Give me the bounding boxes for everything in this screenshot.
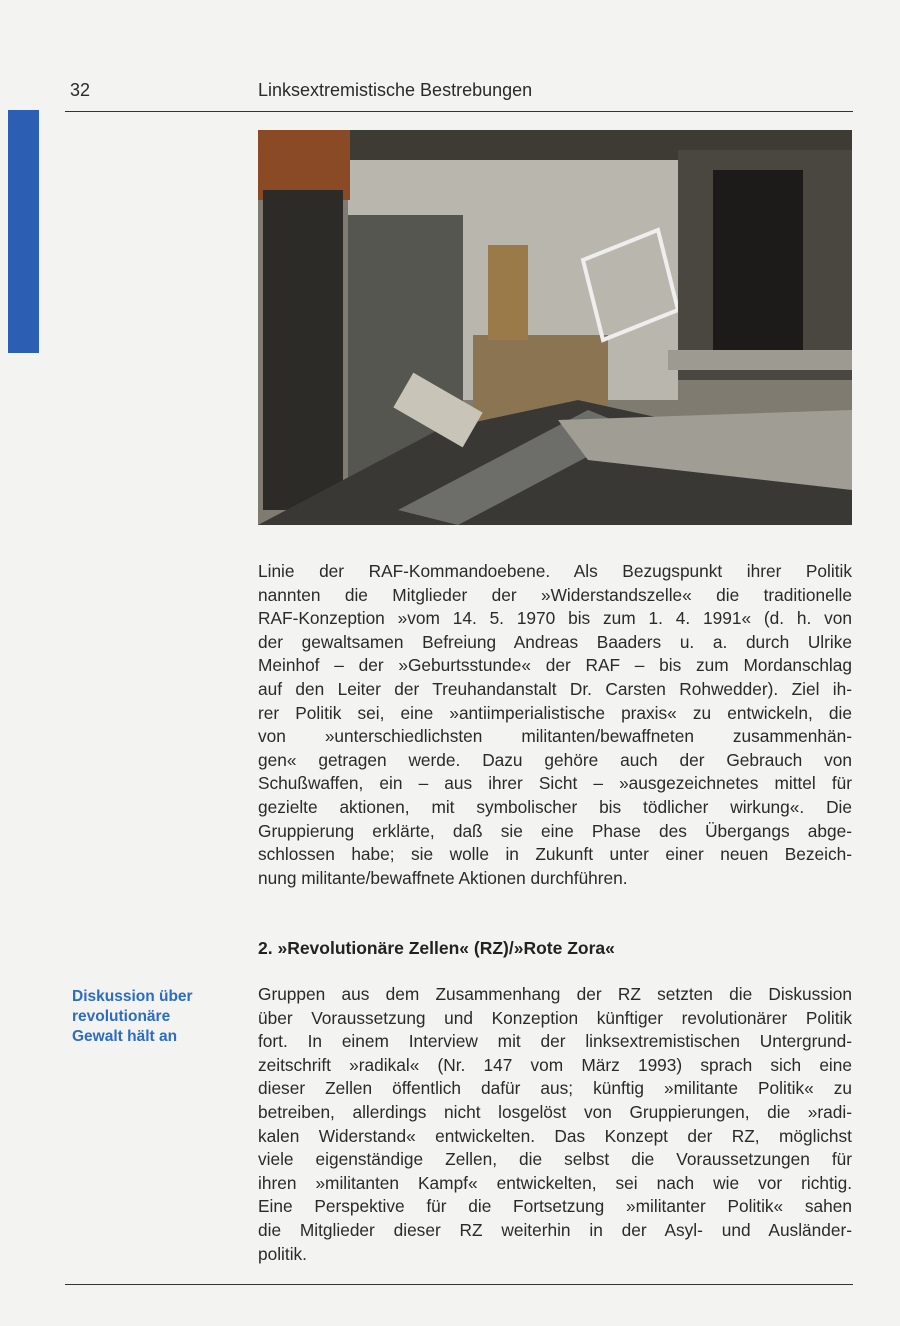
text-line: nung militante/bewaffnete Aktionen durchführen. (258, 867, 628, 888)
section-heading: 2. »Revolutionäre Zellen« (RZ)/»Rote Zora« (258, 938, 615, 958)
text-line: betreiben, allerdings nicht losgelöst von Gruppierungen, die »radi- (258, 1101, 852, 1122)
margin-note-line: Diskussion über (72, 988, 193, 1005)
text-line: über Voraussetzung und Konzeption künftiger revolutionärer Politik (258, 1007, 852, 1028)
margin-note (72, 987, 222, 1047)
text-line: schlossen habe; sie wolle in Zukunft unter einer neuen Bezeich- (258, 844, 852, 865)
header-rule (65, 111, 853, 112)
text-line: kalen Widerstand« entwickelten. Das Konzept der RZ, möglichst (258, 1125, 852, 1146)
text-line: auf den Leiter der Treuhandanstalt Dr. Carsten Rohwedder). Ziel ih- (258, 678, 852, 699)
margin-note-line: Gewalt hält an (72, 1028, 178, 1045)
text-line: viele eigenständige Zellen, die selbst die Voraussetzungen für (258, 1149, 852, 1170)
paragraph-2 (258, 983, 852, 1266)
text-line: Linie der RAF-Kommandoebene. Als Bezugspunkt ihrer Politik (258, 561, 852, 581)
page-number: 32 (70, 80, 91, 100)
text-line: Eine Perspektive für die Fortsetzung »militanter Politik« sahen (258, 1196, 852, 1217)
chapter-tab-marker (8, 110, 39, 353)
text-line: Gruppen aus dem Zusammenhang der RZ setzten die Diskussion (258, 984, 852, 1004)
text-line: der gewaltsamen Befreiung Andreas Baaders u. a. durch Ulrike (258, 631, 852, 652)
text-line: gen« getragen werde. Dazu gehöre auch der Gebrauch von (258, 749, 852, 770)
text-line: gezielte aktionen, mit symbolischer bis tödlicher wirkung«. Die (258, 796, 852, 817)
text-line: dieser Zellen öffentlich dafür aus; künftig »militante Politik« zu (258, 1078, 852, 1099)
text-line: ihren »militanten Kampf« entwickelten, sei nach wie vor richtig. (258, 1172, 852, 1193)
margin-note-line: revolutionäre (72, 1008, 171, 1025)
paragraph-1 (258, 560, 852, 890)
text-line: von »unterschiedlichsten militanten/bewaffneten zusammenhän- (258, 726, 852, 747)
text-line: zeitschrift »radikal« (Nr. 147 vom März 1993) sprach sich eine (258, 1054, 852, 1075)
text-line: RAF-Konzeption »vom 14. 5. 1970 bis zum 1. 4. 1991« (d. h. von (258, 608, 852, 629)
photo-image (258, 130, 852, 525)
running-title: Linksextremistische Bestrebungen (258, 80, 533, 100)
text-line: nannten die Mitglieder der »Widerstandszelle« die traditionelle (258, 584, 852, 605)
text-line: die Mitglieder dieser RZ weiterhin in der Asyl- und Ausländer- (258, 1219, 852, 1240)
photo-burned-room (258, 130, 852, 525)
text-line: Meinhof – der »Geburtsstunde« der RAF – bis zum Mordanschlag (258, 655, 852, 676)
footer-rule (65, 1284, 853, 1285)
text-line: rer Politik sei, eine »antiimperialistische praxis« zu entwickeln, die (258, 702, 852, 723)
text-line: politik. (258, 1243, 307, 1264)
text-line: Schußwaffen, ein – aus ihrer Sicht – »ausgezeichnetes mittel für (258, 773, 852, 794)
text-line: Gruppierung erklärte, daß sie eine Phase des Übergangs abge- (258, 820, 852, 841)
text-line: fort. In einem Interview mit der linksextremistischen Untergrund- (258, 1031, 852, 1052)
